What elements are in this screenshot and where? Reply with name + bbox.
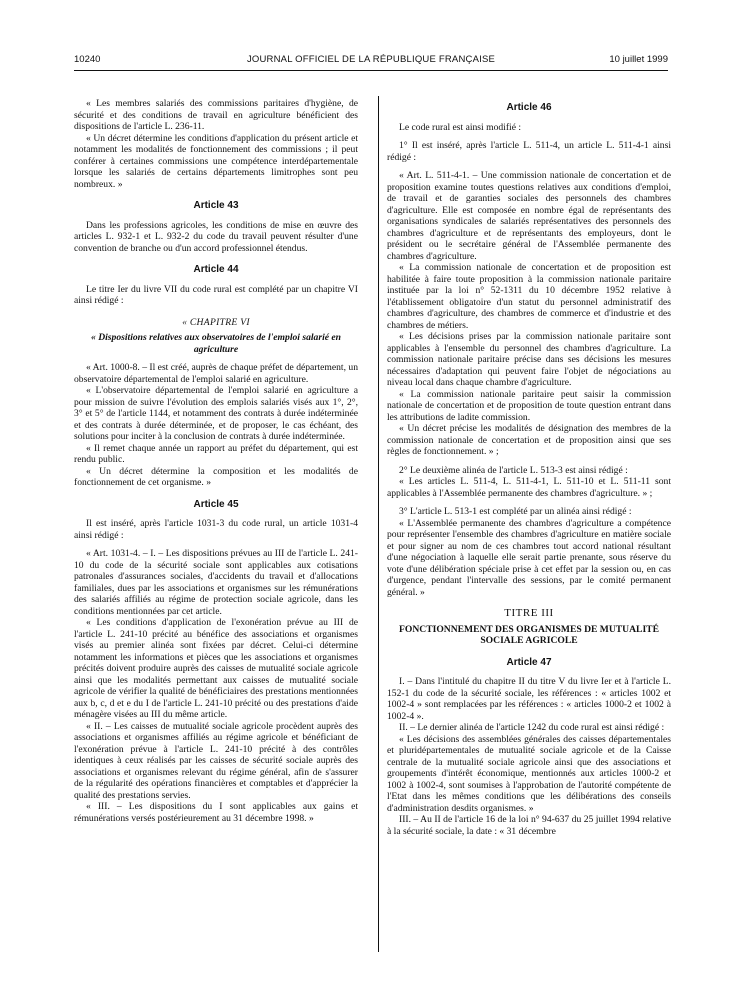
paragraph: 2° Le deuxième alinéa de l'article L. 513-3 est ainsi rédigé :: [399, 464, 628, 476]
left-column: [74, 98, 358, 824]
paragraph: « La commission nationale paritaire peut saisir la commission nationale de concertation et de proposition de toute question entrant dans les attributions de ladite commission.: [387, 388, 671, 423]
paragraph: 1° Il est inséré, après l'article L. 511-4, un article L. 511-4-1 ainsi rédigé :: [387, 140, 671, 163]
paragraph: 3° L'article L. 513-1 est complété par un alinéa ainsi rédigé :: [399, 506, 632, 517]
article-heading: Article 43: [193, 200, 239, 211]
paragraph: I. – Dans l'intitulé du chapitre II du titre V du livre Ier et à l'article L. 152-1 du code de la sécurité sociale, les références : « articles 1002 et 1002-4 » sont remplacées par les références : « articles 1000-2 et 1002 à 1002-4 ».: [387, 676, 671, 722]
article-heading: Article 47: [506, 656, 552, 668]
paragraph: « Un décret précise les modalités de désignation des membres de la commission nationale de concertation et de proposition ainsi que ses règles de fonctionnement. » ;: [387, 423, 671, 457]
paragraph: Il est inséré, après l'article 1031-3 du code rural, un article 1031-4 ainsi rédigé :: [74, 518, 358, 541]
paragraph: Dans les professions agricoles, les conditions de mise en œuvre des articles L. 932-1 et L. 932-2 du code du travail peuvent résulter d'une convention de branche ou d'un accord professionnel étendus.: [74, 219, 358, 254]
paragraph: « Un décret détermine les conditions d'application du présent article et notamment les modalités de fonctionnement des commissions ; il peut conférer à certaines commissions une compétence interdépartementale lorsque les salariés de certains départements limitrophes sont peu nombreux. »: [74, 132, 358, 190]
paragraph: Le titre Ier du livre VII du code rural est complété par un chapitre VI ainsi rédigé :: [74, 283, 358, 306]
paragraph: « L'Assemblée permanente des chambres d'agriculture a compétence pour représenter l'ensemble des chambres d'agriculture en matière sociale et pour signer au nom de ces chambres tout accord national résultant d'une négociation à laquelle elle serait partie prenante, sous réserve du vote d'une délibération spéciale prise à cet effet par la session ou, en cas d'urgence, pendant l'intervalle des sessions, par le comité permanent général. »: [387, 517, 671, 598]
header-rule: [74, 70, 668, 71]
article-heading: Article 44: [193, 264, 239, 275]
paragraph: « Art. 1031-4. – I. – Les dispositions prévues au III de l'article L. 241-10 du code de la sécurité sociale sont applicables aux cotisations patronales d'assurances sociales, d'accidents du travail et d'allocations familiales, dues par les associations et organismes sur les rémunérations des salariés affiliés au régime de protection sociale agricole, dans les conditions mentionnées par cet article.: [74, 548, 358, 617]
paragraph: III. – Au II de l'article 16 de la loi n° 94-637 du 25 juillet 1994 relative à la sécurité sociale, la date : « 31 décembre: [387, 814, 671, 837]
titre-subtitle: FONCTIONNEMENT DES ORGANISMES DE MUTUALITÉ SOCIALE AGRICOLE: [399, 623, 659, 646]
paragraph: « Les décisions des assemblées générales des caisses départementales et pluridépartementales de mutualité sociale agricole et de la Caisse centrale de la mutualité sociale agricole ainsi que des associations et groupements d'intérêt économique, mentionnés aux articles 1000-2 et 1002 à 1002-4, sont soumises à l'approbation de l'autorité compétente de l'Etat dans les mêmes conditions que les délibérations des conseils d'administration desdits organismes. »: [387, 733, 671, 814]
right-column: [387, 102, 671, 837]
paragraph: « Les membres salariés des commissions paritaires d'hygiène, de sécurité et des conditions de travail en agriculture bénéficient des dispositions de l'article L. 236-11.: [74, 98, 358, 132]
paragraph: « Les conditions d'application de l'exonération prévue au III de l'article L. 241-10 précité au bénéfice des associations et organismes visés au premier alinéa sont fixées par décret. Celui-ci détermine notamment les informations et pièces que les associations et organismes précités doivent produire auprès des caisses de mutualité sociale agricole ainsi que les modalités permettant aux caisses de mutualité sociale agricole de vérifier la qualité de bénéficiaires des prestations mentionnées aux b, c, d et e du I de l'article L. 241-10 précité ou des prestations d'aide ménagère visées au III du même article.: [74, 617, 358, 720]
chapter-heading: « CHAPITRE VI: [182, 316, 250, 328]
page-number: 10240: [74, 54, 101, 65]
titre-heading: TITRE III: [504, 607, 554, 619]
paragraph: « III. – Les dispositions du I sont applicables aux gains et rémunérations versés postérieurement au 31 décembre 1998. »: [74, 801, 358, 824]
paragraph: « II. – Les caisses de mutualité sociale agricole procèdent auprès des associations et organismes affiliés au régime agricole et bénéficiant de l'exonération prévue à l'article L. 241-10 précité à des contrôles identiques à ceux réalisés par les caisses de sécurité sociale auprès des associations et organismes relevant du régime général, afin de s'assurer de la régularité des opérations financières et comptables et d'apprécier la qualité des prestations servies.: [74, 720, 358, 801]
journal-title: JOURNAL OFFICIEL DE LA RÉPUBLIQUE FRANÇAISE: [246, 54, 496, 65]
paragraph: Le code rural est ainsi modifié :: [399, 121, 522, 133]
column-divider: [378, 96, 379, 952]
paragraph: « Art. 1000-8. – Il est créé, auprès de chaque préfet de département, un observatoire départemental de l'emploi salarié en agriculture.: [74, 362, 358, 385]
paragraph: II. – Le dernier alinéa de l'article 1242 du code rural est ainsi rédigé :: [399, 722, 665, 733]
chapter-title: « Dispositions relatives aux observatoires de l'emploi salarié en agriculture: [91, 332, 341, 355]
article-heading: Article 45: [193, 498, 239, 510]
page-header: [74, 52, 668, 68]
paragraph: « Un décret détermine la composition et les modalités de fonctionnement de cet organisme. »: [74, 465, 358, 488]
issue-date: 10 juillet 1999: [609, 54, 668, 65]
paragraph: « Il remet chaque année un rapport au préfet du département, qui est rendu public.: [74, 442, 358, 465]
paragraph: « La commission nationale de concertation et de proposition est habilitée à faire toute proposition à la commission nationale paritaire instituée par la loi n° 52-1311 du 10 décembre 1952 relative à l'établissement obligatoire d'un statut du personnel administratif des chambres d'agriculture, des chambres de commerce et d'industrie et des chambres de métiers.: [387, 262, 671, 331]
paragraph: « L'observatoire départemental de l'emploi salarié en agriculture a pour mission de suivre l'évolution des emplois salariés visés aux 1°, 2°, 3° et 5° de l'article 1144, et notamment des contrats à durée indéterminée et des contrats à durée déterminée, et de proposer, le cas échéant, des solutions pour inciter à la conclusion de contrats à durée indéterminée.: [74, 385, 358, 442]
paragraph: « Art. L. 511-4-1. – Une commission nationale de concertation et de proposition examine toutes questions relatives aux conditions d'emploi, de travail et de garanties sociales des personnels des chambres d'agriculture. Elle est composée en nombre égal de représentants des organisations syndicales de salariés représentatives des personnels des chambres d'agriculture et de représentants des employeurs, dont le président ou le secrétaire général de l'Assemblée permanente des chambres d'agriculture.: [387, 170, 671, 262]
paragraph: « Les articles L. 511-4, L. 511-4-1, L. 511-10 et L. 511-11 sont applicables à l'Assemblée permanente des chambres d'agriculture. » ;: [387, 476, 671, 499]
article-heading: Article 46: [506, 102, 552, 113]
paragraph: « Les décisions prises par la commission nationale paritaire sont applicables à l'ensemble du personnel des chambres d'agriculture. La commission nationale paritaire précise dans ses décisions les mesures nécessaires d'adaptation qui peuvent faire l'objet de négociations au niveau local dans chaque chambre d'agriculture.: [387, 331, 671, 388]
